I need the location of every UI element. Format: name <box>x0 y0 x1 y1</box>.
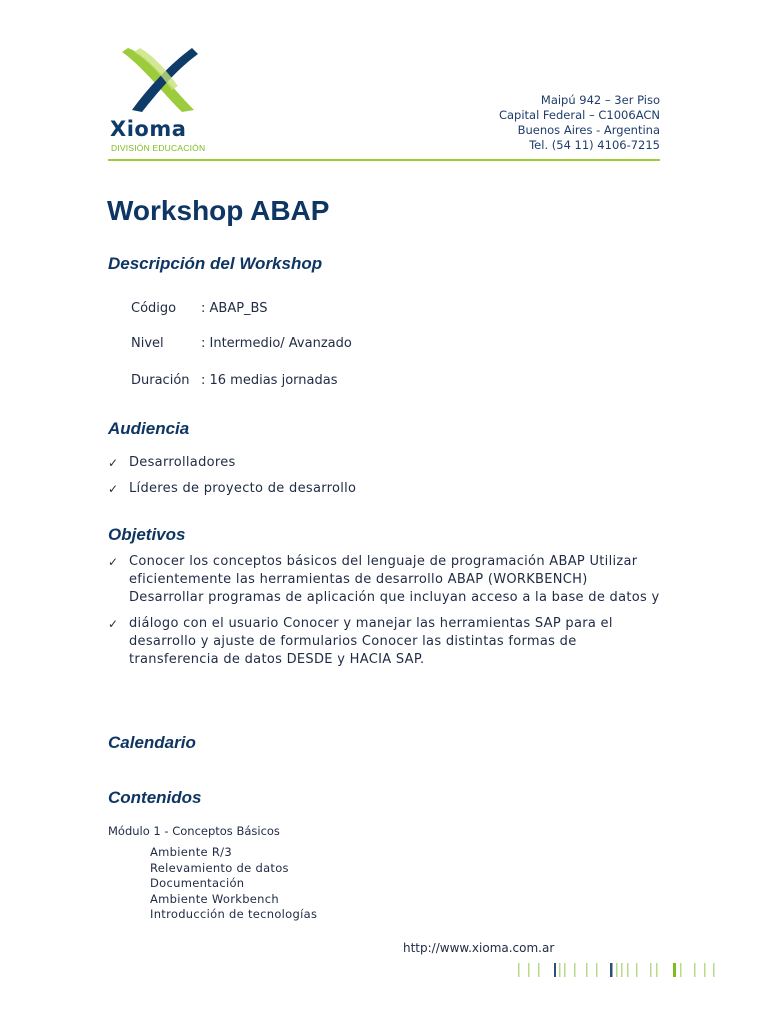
xioma-logo <box>108 46 218 158</box>
section-heading-descripcion: Descripción del Workshop <box>108 254 323 273</box>
checkmark-icon: ✓ <box>108 617 119 631</box>
audiencia-list <box>108 454 356 498</box>
checkmark-icon: ✓ <box>108 555 119 569</box>
footer-decorative-bars <box>516 963 716 977</box>
field-label: Nivel <box>131 336 164 351</box>
field-label: Duración <box>131 373 190 388</box>
list-item: ✓ Desarrolladores <box>108 455 236 470</box>
field-value: : ABAP_BS <box>201 301 268 316</box>
address-line: Tel. (54 11) 4106-7215 <box>529 138 660 152</box>
topics-list <box>150 845 317 923</box>
address-line: Capital Federal – C1006ACN <box>498 108 660 122</box>
checkmark-icon: ✓ <box>108 456 119 470</box>
list-item: Introducción de tecnologías <box>150 907 318 922</box>
page-title: Workshop ABAP <box>107 195 330 226</box>
list-item: Documentación <box>150 876 245 891</box>
checkmark-icon: ✓ <box>108 482 119 496</box>
section-heading-objetivos: Objetivos <box>108 525 186 544</box>
field-value: : 16 medias jornadas <box>201 373 338 388</box>
section-heading-calendario: Calendario <box>108 733 196 752</box>
footer-url: http://www.xioma.com.ar <box>403 941 555 955</box>
logo-division: DIVISIÓN EDUCACIÓN <box>111 143 206 153</box>
module-title: Módulo 1 - Conceptos Básicos <box>108 824 280 838</box>
list-item: ✓ diálogo con el usuario Conocer y manejar las herramientas SAP para el desarrollo y ajuste de formularios Conocer las distintas formas de transferencia de datos DESDE y HACIA SAP. <box>108 616 613 667</box>
list-item: ✓ Líderes de proyecto de desarrollo <box>108 481 357 496</box>
objetivos-list <box>108 553 660 669</box>
list-item: Ambiente Workbench <box>150 891 279 906</box>
field-value: : Intermedio/ Avanzado <box>201 336 352 351</box>
field-label: Código <box>131 301 177 316</box>
field-duracion <box>131 373 337 388</box>
address-block <box>499 93 660 153</box>
section-heading-contenidos: Contenidos <box>108 788 202 807</box>
section-heading-audiencia: Audiencia <box>108 419 190 438</box>
list-item: ✓ Conocer los conceptos básicos del lenguaje de programación ABAP Utilizar eficientemente las herramientas de desarrollo ABAP (WORKBENCH) Desarrollar programas de aplicación que incluyan acceso a la base de datos y <box>108 554 660 605</box>
address-line: Buenos Aires - Argentina <box>517 123 660 137</box>
logo-name: Xioma <box>110 117 187 141</box>
field-codigo <box>131 301 268 316</box>
address-line: Maipú 942 – 3er Piso <box>540 93 660 107</box>
list-item: Relevamiento de datos <box>150 860 289 875</box>
xioma-x-logo-icon <box>120 46 200 114</box>
field-nivel <box>131 336 352 351</box>
list-item: Ambiente R/3 <box>150 845 232 859</box>
header-divider <box>108 159 660 161</box>
